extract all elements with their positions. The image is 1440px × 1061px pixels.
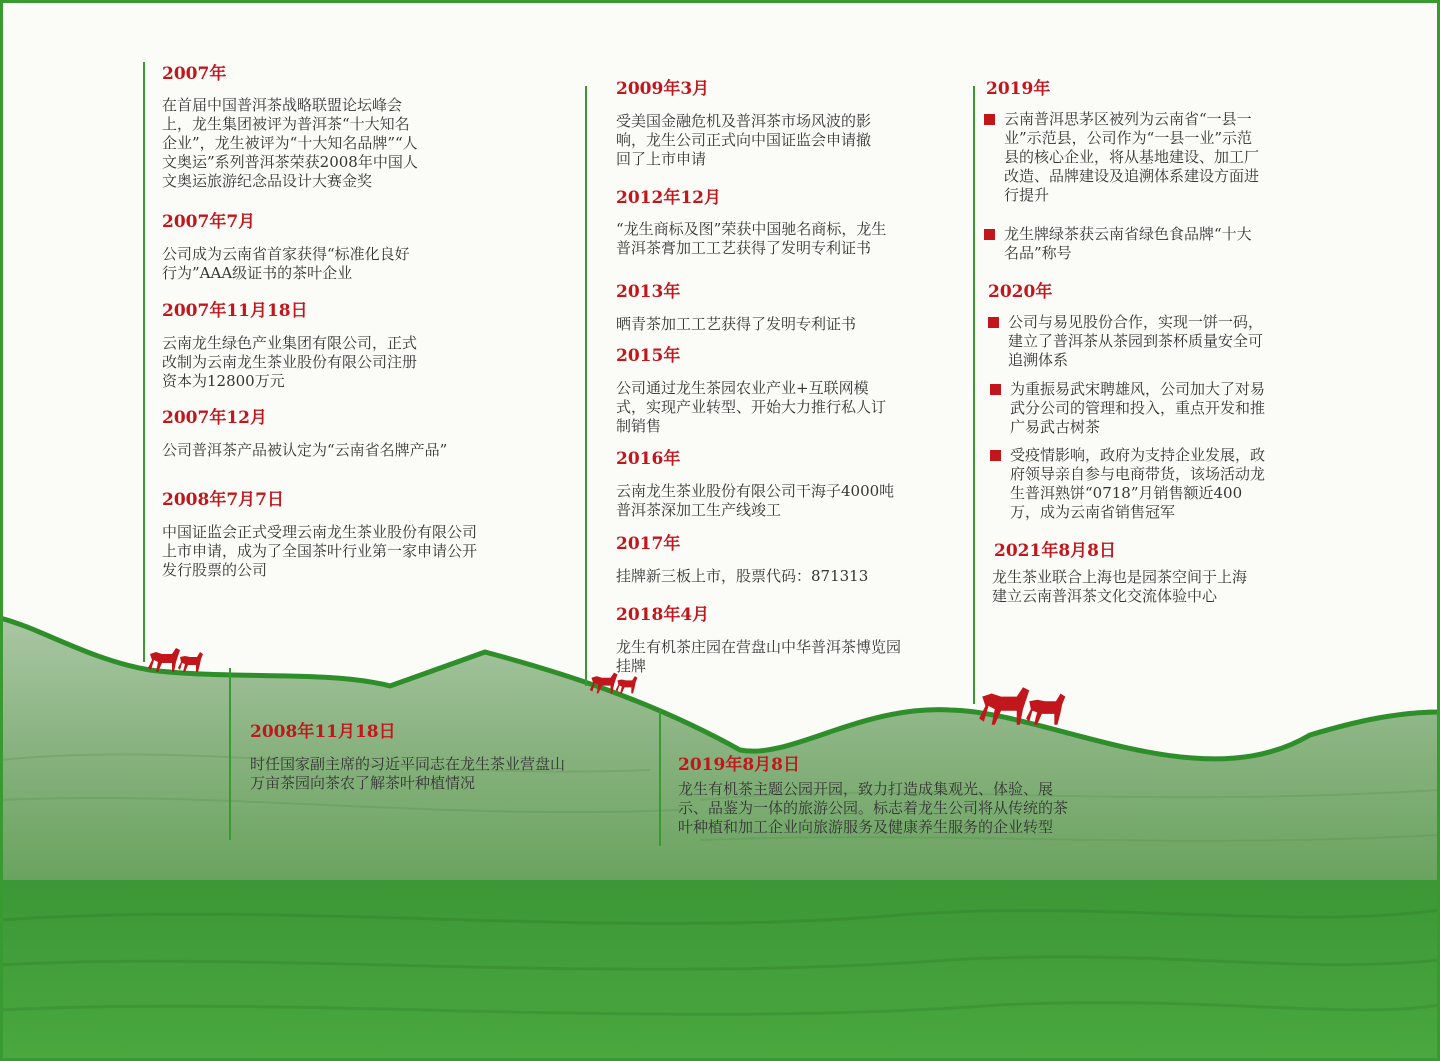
event-text: 龙生茶业联合上海也是园茶空间于上海建立云南普洱茶文化交流体验中心 [992,568,1248,605]
timeline-line-1 [143,62,145,662]
event-date: 2007年 [162,64,227,84]
event-date: 2020年 [988,282,1053,302]
event-date: 2012年12月 [616,188,721,208]
event-date: 2019年 [986,79,1051,99]
event-text: 云南龙生绿色产业集团有限公司，正式改制为云南龙生茶业股份有限公司注册资本为12800万元 [162,334,418,390]
timeline-line-5 [973,86,975,704]
event-bullet: 龙生牌绿茶获云南省绿色食品牌“十大名品”称号 [984,225,1266,263]
event-text: 公司通过龙生茶园农业产业+互联网模式，实现产业转型、开始大力推行私人订制销售 [616,379,887,435]
event-text: 在首届中国普洱茶战略联盟论坛峰会上，龙生集团被评为普洱茶“十大知名企业”，龙生被评为“十大知名品牌”“人文奥运”系列普洱茶荣获2008年中国人文奥运旅游纪念品设计大赛金奖 [162,96,418,190]
event-text: 挂牌新三板上市，股票代码：871313 [616,567,869,585]
horse-icon [146,646,206,674]
event-date: 2009年3月 [616,79,710,99]
timeline-line-3 [585,86,587,686]
event-date: 2008年11月18日 [250,722,396,742]
event-date: 2021年8月8日 [994,541,1116,561]
event-date: 2019年8月8日 [678,755,800,775]
event-date: 2015年 [616,346,681,366]
event-bullet: 受疫情影响，政府为支持企业发展，政府领导亲自参与电商带货，该场活动龙生普洱熟饼“0718”月销售额近400万，成为云南省销售冠军 [990,446,1272,522]
field-band [0,880,1440,1061]
event-text: 晒青茶加工工艺获得了发明专利证书 [616,315,857,333]
timeline-line-4 [659,710,661,846]
event-date: 2017年 [616,534,681,554]
event-date: 2018年4月 [616,605,710,625]
event-date: 2013年 [616,282,681,302]
event-text: “龙生商标及图”荣获中国驰名商标，龙生普洱茶膏加工工艺获得了发明专利证书 [616,220,887,257]
horse-icon [976,684,1070,728]
timeline-line-2 [229,668,231,840]
event-bullet: 公司与易见股份合作，实现一饼一码，建立了普洱茶从茶园到茶杯质量安全可追溯体系 [988,313,1270,370]
event-text: 中国证监会正式受理云南龙生茶业股份有限公司上市申请，成为了全国茶叶行业第一家申请公开发行股票的公司 [162,523,478,579]
event-text: 受美国金融危机及普洱茶市场风波的影响，龙生公司正式向中国证监会申请撤回了上市申请 [616,112,872,168]
event-bullet: 云南普洱思茅区被列为云南省“一县一业”示范县，公司作为“一县一业”示范县的核心企业，将从基地建设、加工厂改造、品牌建设及追溯体系建设方面进行提升 [984,110,1266,205]
event-text: 公司普洱茶产品被认定为“云南省名牌产品” [162,441,448,459]
event-date: 2007年11月18日 [162,301,308,321]
event-date: 2016年 [616,449,681,469]
event-text: 时任国家副主席的习近平同志在龙生茶业营盘山万亩茶园向茶农了解茶叶种植情况 [250,755,566,792]
event-text: 公司成为云南省首家获得“标准化良好行为”AAA级证书的茶叶企业 [162,245,410,282]
event-text: 龙生有机茶庄园在营盘山中华普洱茶博览园挂牌 [616,638,902,675]
event-text: 龙生有机茶主题公园开园，致力打造成集观光、体验、展示、品鉴为一体的旅游公园。标志着龙生公司将从传统的茶叶种植和加工企业向旅游服务及健康养生服务的企业转型 [678,780,1069,836]
event-text: 云南龙生茶业股份有限公司干海子4000吨普洱茶深加工生产线竣工 [616,482,895,519]
event-date: 2008年7月7日 [162,490,284,510]
event-bullet: 为重振易武宋聘雄风，公司加大了对易武分公司的管理和投入，重点开发和推广易武古树茶 [990,380,1272,437]
event-date: 2007年12月 [162,408,267,428]
event-date: 2007年7月 [162,212,256,232]
